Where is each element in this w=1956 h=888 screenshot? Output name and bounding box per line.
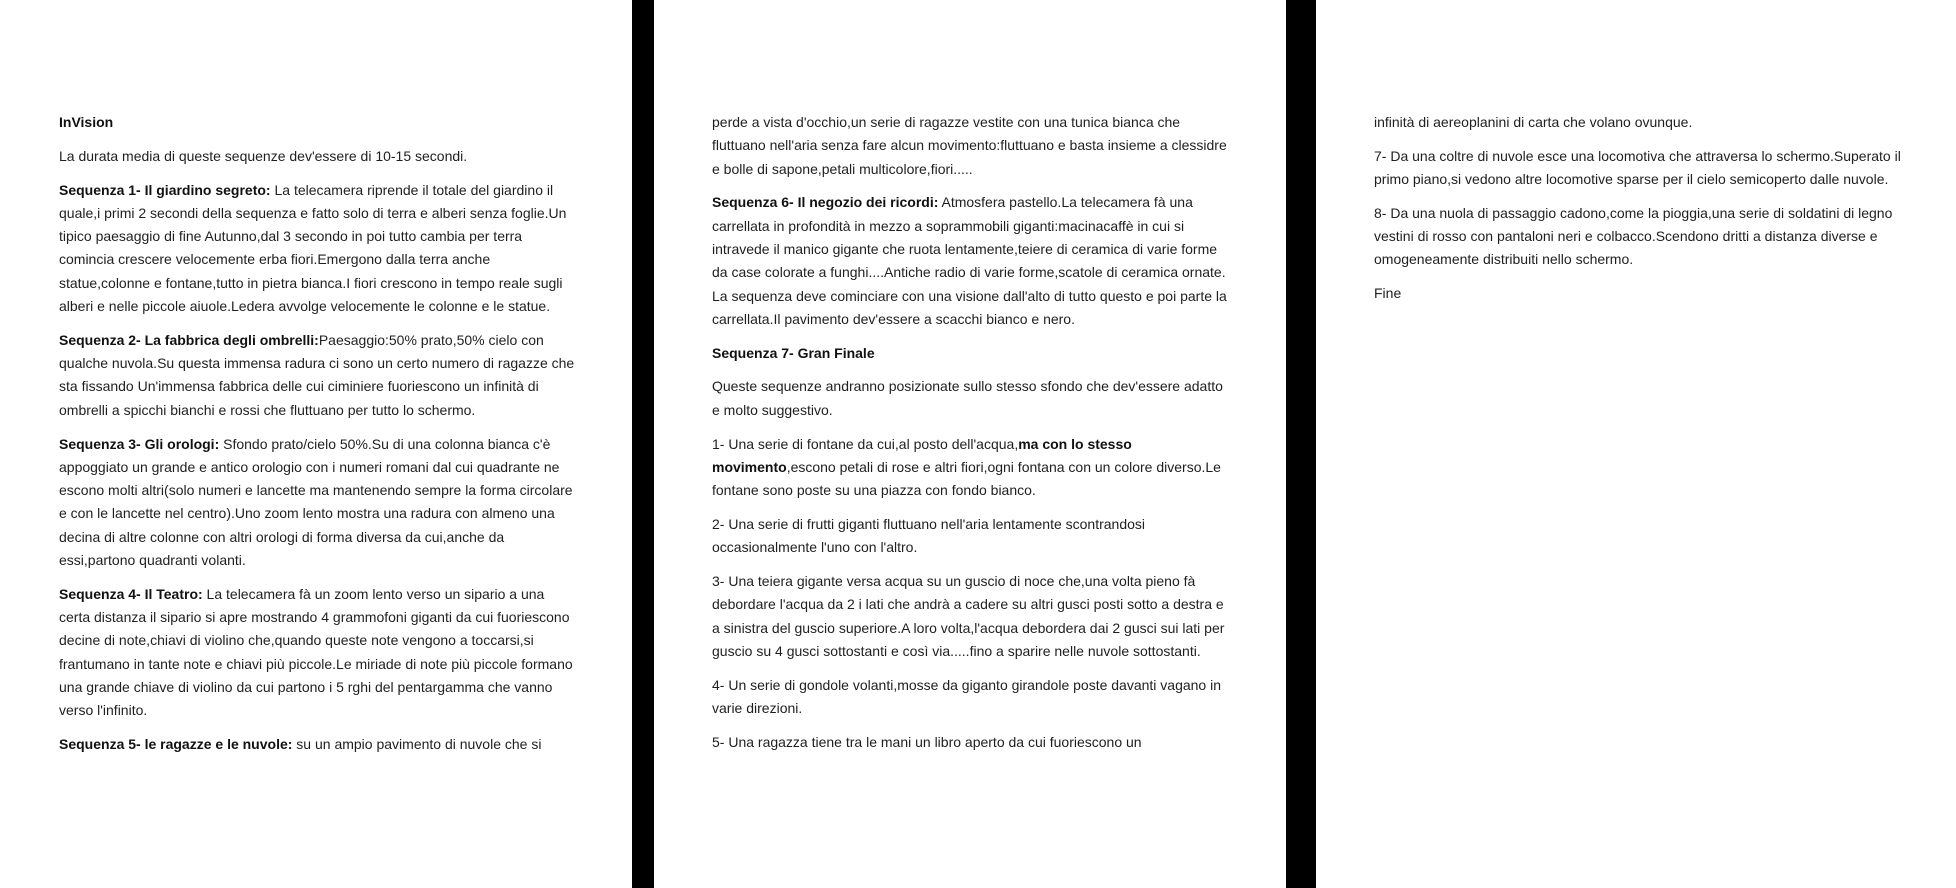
sequence-6-heading: Sequenza 6- Il negozio dei ricordi: (712, 194, 939, 211)
finale-item-2: 2- Una serie di frutti giganti fluttuano nell'aria lentamente scontrandosi occasionalmente l'uno con l'altro. (712, 515, 1146, 556)
document-page-2 (654, 0, 1286, 888)
sequence-4-heading: Sequenza 4- Il Teatro: (59, 585, 203, 602)
finale-item-7: 7- Da una coltre di nuvole esce una locomotiva che attraversa lo schermo.Superato il primo piano,si vedono altre locomotive sparse per il cielo semicoperto dalle nuvole. (1374, 147, 1901, 188)
intro-paragraph: La durata media di queste sequenze dev'essere di 10-15 secondi. (59, 147, 468, 164)
finale-item-5-continuation: infinità di aereoplanini di carta che volano ovunque. (1374, 114, 1693, 130)
sequence-7-intro: Queste sequenze andranno posizionate sullo stesso sfondo che dev'essere adatto e molto suggestivo. (712, 378, 1223, 418)
sequence-3-heading: Sequenza 3- Gli orologi: (59, 435, 220, 452)
sequence-1-heading: Sequenza 1- Il giardino segreto: (59, 181, 271, 198)
page-1-content (59, 111, 577, 756)
document-page-3 (1316, 0, 1956, 888)
finale-item-3: 3- Una teiera gigante versa acqua su un guscio di noce che,una volta pieno fà debordare l'acqua da 2 i lati che andrà a cadere su altri gusci posti sotto a destra e a sinistra del guscio superiore.A loro volta,l'acqua debordera dai 2 gusci sui lati per guscio su 4 gusci sottostanti e così via.....fino a sparire nelle nuvole sottostanti. (712, 573, 1225, 659)
sequence-7-heading: Sequenza 7- Gran Finale (712, 344, 875, 361)
end-text: Fine (1374, 285, 1402, 302)
sequence-5-heading: Sequenza 5- le ragazze e le nuvole: (59, 736, 293, 753)
sequence-1-text: La telecamera riprende il totale del giardino il quale,i primi 2 secondi della sequenza e fatto solo di terra e alberi senza foglie.Un tipico paesaggio di fine Autunno,dal 3 secondo in poi tutto cambia per terra comincia crescere velocemente erba fiori.Emergono dalla terra anche statue,colonne e fontane,tutto in pietra bianca.I fiori crescono in tempo reale sugli alberi e nelle piccole aiuole.Ledera avvolge velocemente le colonne e le statue. (59, 181, 567, 315)
sequence-5-paragraph (59, 733, 577, 756)
sequence-2-paragraph (59, 329, 577, 422)
finale-item-4: 4- Un serie di gondole volanti,mosse da giganto girandole poste davanti vagano in varie direzioni. (712, 676, 1222, 717)
sequence-4-text: La telecamera fà un zoom lento verso un sipario a una certa distanza il sipario si apre mostrando 4 grammofoni giganti da cui fuoriescono decine di note,chiavi di violino che,quando queste note vengono a toccarsi,si frantumano in tante note e chiavi più piccole.Le miriade di note più piccole formano una grande chiave di violino da cui partono i 5 rghi del pentargamma che vanno verso l'infinito. (59, 585, 573, 719)
sequence-6-text: Atmosfera pastello.La telecamera fà una carrellata in profondità in mezzo a soprammobili giganti:macinacaffè in cui si intravede il manico gigante che ruota lentamente,teiere di ceramica di varie forme da case colorate a funghi....Antiche radio di varie forme,scatole di ceramica ornate. La sequenza deve cominciare con una visione dall'alto di tutto questo e poi parte la carrellata.Il pavimento dev'essere a scacchi bianco e nero. (712, 194, 1227, 327)
sequence-5-continuation: perde a vista d'occhio,un serie di ragazze vestite con una tunica bianca che fluttuano nell'aria senza fare alcun movimento:fluttuano e basta insieme a clessidre e bolle di sapone,petali multicolore,fiori..... (712, 114, 1227, 177)
sequence-6-paragraph (712, 191, 1230, 331)
finale-item-5: 5- Una ragazza tiene tra le mani un libro aperto da cui fuoriescono un (712, 733, 1142, 750)
sequence-4-paragraph (59, 583, 577, 723)
page-3-content (1374, 111, 1902, 306)
sequence-2-heading: Sequenza 2- La fabbrica degli ombrelli: (59, 331, 319, 348)
sequence-1-paragraph (59, 179, 577, 319)
sequence-3-text: Sfondo prato/cielo 50%.Su di una colonna bianca c'è appoggiato un grande e antico orologio con i numeri romani dal cui quadrante ne escono molti altri(solo numeri e lancette ma mantenendo sempre la forma circolare e con le lancette nel centro).Uno zoom lento mostra una radura con almeno una decina di altre colonne con altri orologi di forma diversa da cui,anche da essi,partono quadranti volanti. (59, 435, 573, 569)
document-title: InVision (59, 114, 114, 130)
finale-item-8: 8- Da una nuola di passaggio cadono,come la pioggia,una serie di soldatini di legno vestini di rosso con pantaloni neri e colbacco.Scendono dritti a distanza diverse e omogeneamente distribuiti nello schermo. (1374, 204, 1893, 268)
sequence-2-text: Paesaggio:50% prato,50% cielo con qualche nuvola.Su questa immensa radura ci sono un certo numero di ragazze che sta fissando Un'immensa fabbrica delle cui ciminiere fuoriescono un infinità di ombrelli a spicchi bianchi e rossi che fluttuano per tutto lo schermo. (59, 331, 575, 418)
page-2-content (712, 111, 1230, 754)
sequence-5-text: su un ampio pavimento di nuvole che si (292, 736, 542, 753)
finale-item-1: 1- Una serie di fontane da cui,al posto dell'acqua,ma con lo stesso movimento,escono petali di rose e altri fiori,ogni fontana con un colore diverso.Le fontane sono poste su una piazza con fondo bianco. (712, 435, 1221, 499)
sequence-3-paragraph (59, 433, 577, 573)
document-page-1 (0, 0, 632, 888)
